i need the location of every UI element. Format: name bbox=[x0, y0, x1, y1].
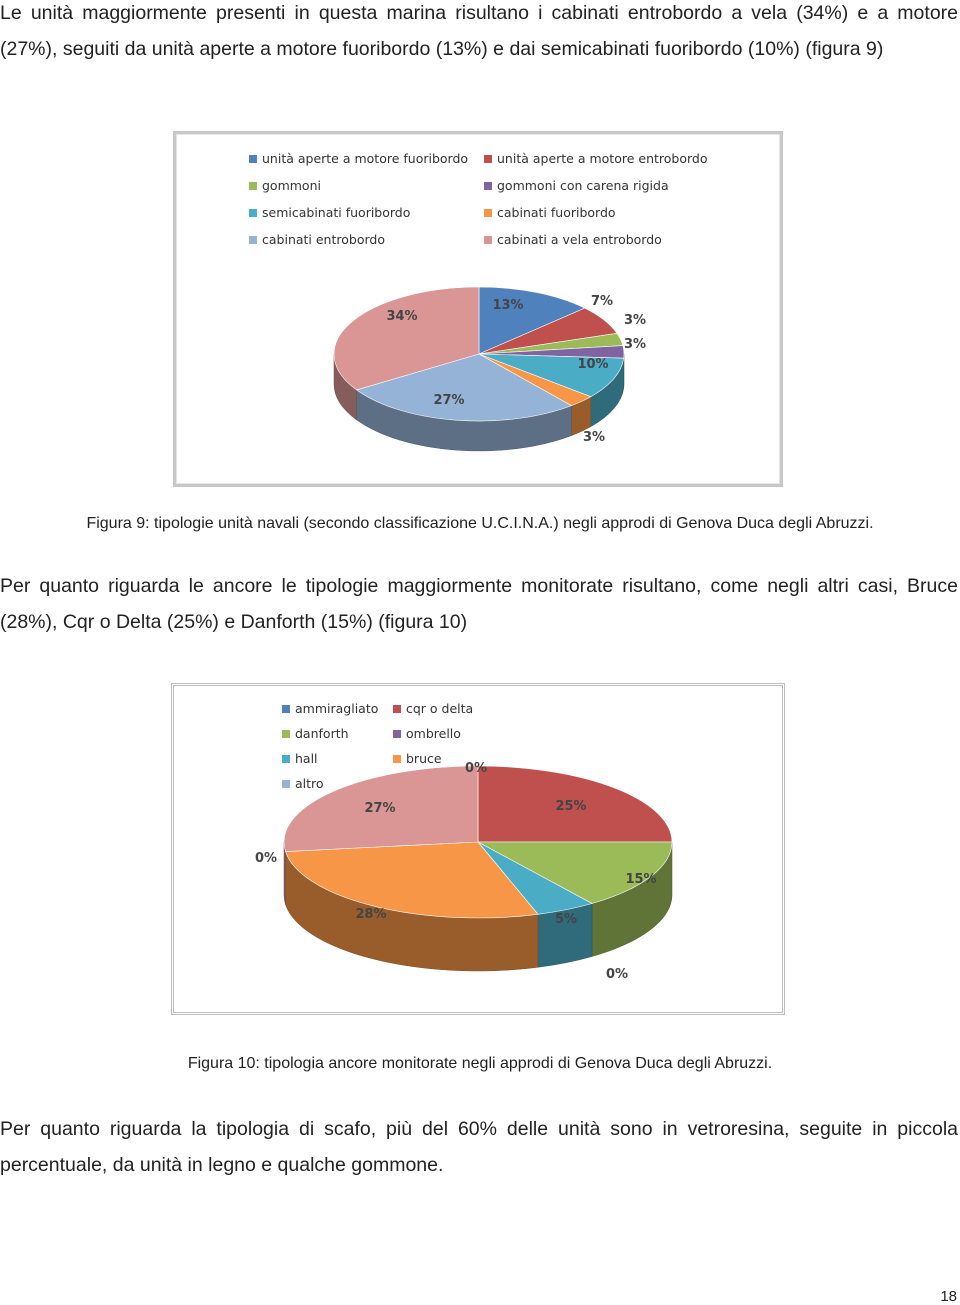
legend-label-1-6: cabinati entrobordo bbox=[262, 232, 385, 247]
figure-10-chart bbox=[171, 683, 785, 1015]
legend-label-1-4: semicabinati fuoribordo bbox=[262, 205, 411, 220]
pie-data-label-2-3: 0% bbox=[605, 967, 629, 982]
legend-swatch-1-5 bbox=[484, 209, 492, 217]
legend-swatch-1-6 bbox=[249, 236, 257, 244]
legend-label-1-5: cabinati fuoribordo bbox=[497, 205, 616, 220]
legend-label-1-3: gommoni con carena rigida bbox=[497, 178, 669, 193]
legend-label-2-2: danforth bbox=[295, 726, 349, 741]
figure-9-caption: Figura 9: tipologie unità navali (secondo classificazione U.C.I.N.A.) negli approdi di Genova Duca degli Abruzzi. bbox=[86, 515, 874, 532]
pie-data-label-1-0: 13% bbox=[492, 298, 524, 313]
legend-swatch-1-2 bbox=[249, 182, 257, 190]
legend-swatch-2-5 bbox=[393, 755, 401, 763]
legend-swatch-1-3 bbox=[484, 182, 492, 190]
page-number: 18 bbox=[940, 1288, 957, 1305]
pie-data-label-1-6: 27% bbox=[433, 393, 465, 408]
legend-label-2-4: hall bbox=[295, 751, 318, 766]
pie-data-label-1-4: 10% bbox=[577, 357, 609, 372]
pie-data-label-1-5: 3% bbox=[582, 430, 606, 445]
pie-data-label-2-2: 15% bbox=[625, 872, 657, 887]
legend-label-2-6: altro bbox=[295, 776, 324, 791]
pie-data-label-2-6: 0% bbox=[254, 851, 278, 866]
legend-swatch-2-0 bbox=[282, 705, 290, 713]
pie-data-label-1-1: 7% bbox=[590, 294, 614, 309]
legend-swatch-2-6 bbox=[282, 780, 290, 788]
pie-data-label-1-7: 34% bbox=[386, 309, 418, 324]
legend-label-1-1: unità aperte a motore entrobordo bbox=[497, 151, 708, 166]
figure-9-pie-svg bbox=[176, 134, 780, 484]
paragraph-hull: Per quanto riguarda la tipologia di scafo, più del 60% delle unità sono in vetroresina, seguite in piccola percentuale, da unità in legno e qualche gommone. bbox=[0, 1118, 958, 1176]
legend-swatch-1-1 bbox=[484, 155, 492, 163]
legend-label-2-5: bruce bbox=[406, 751, 442, 766]
legend-label-2-3: ombrello bbox=[406, 726, 461, 741]
legend-swatch-1-0 bbox=[249, 155, 257, 163]
pie-data-label-2-4: 5% bbox=[554, 912, 578, 927]
figure-9-chart bbox=[173, 131, 783, 487]
legend-swatch-2-1 bbox=[393, 705, 401, 713]
pie-tops-1 bbox=[334, 287, 624, 421]
paragraph-units: Le unità maggiormente presenti in questa marina risultano i cabinati entrobordo a vela (34%) e a motore (27%), seguiti da unità aperte a motore fuoribordo (13%) e dai semicabinati fuoribordo (10%) (figura 9) bbox=[0, 2, 958, 60]
pie-data-label-1-3: 3% bbox=[623, 337, 647, 352]
legend-swatch-2-2 bbox=[282, 730, 290, 738]
figure-10-pie-svg bbox=[174, 686, 782, 1012]
legend-label-1-2: gommoni bbox=[262, 178, 321, 193]
legend-label-1-7: cabinati a vela entrobordo bbox=[497, 232, 662, 247]
legend-label-1-0: unità aperte a motore fuoribordo bbox=[262, 151, 469, 166]
paragraph-anchors: Per quanto riguarda le ancore le tipologie maggiormente monitorate risultano, come negli altri casi, Bruce (28%), Cqr o Delta (25%) e Danforth (15%) (figura 10) bbox=[0, 575, 958, 633]
pie-data-label-2-5: 28% bbox=[355, 907, 387, 922]
legend-label-2-0: ammiragliato bbox=[295, 701, 379, 716]
pie-data-label-2-1: 25% bbox=[555, 799, 587, 814]
figure-10-caption: Figura 10: tipologia ancore monitorate negli approdi di Genova Duca degli Abruzzi. bbox=[187, 1055, 773, 1072]
pie-tops-2 bbox=[284, 766, 672, 918]
pie-data-label-2-7: 27% bbox=[364, 801, 396, 816]
legend-swatch-2-4 bbox=[282, 755, 290, 763]
legend-swatch-1-7 bbox=[484, 236, 492, 244]
legend-label-2-1: cqr o delta bbox=[406, 701, 474, 716]
pie-data-label-2-0: 0% bbox=[464, 761, 488, 776]
legend-swatch-2-3 bbox=[393, 730, 401, 738]
pie-data-label-1-2: 3% bbox=[623, 313, 647, 328]
legend-swatch-1-4 bbox=[249, 209, 257, 217]
